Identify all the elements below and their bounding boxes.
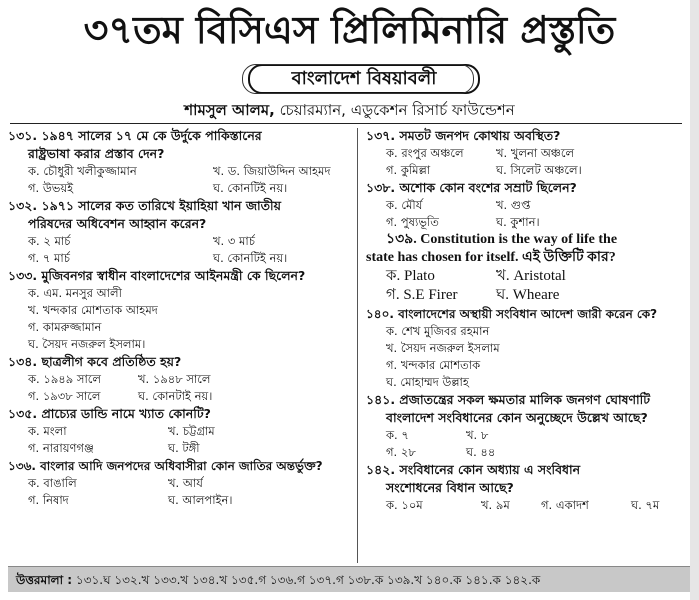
option-a: ক. ৭ [386, 428, 409, 442]
question-141 [366, 391, 688, 461]
option-c: গ. নিষাদ [28, 493, 69, 507]
option-c: গ. কামরুজ্জামান [28, 320, 102, 334]
option-c: গ. একাদশ [541, 498, 589, 512]
answer-key-text: ১৩১.ঘ ১৩২.খ ১৩৩.খ ১৩৪.খ ১৩৫.গ ১৩৬.গ ১৩৭.গ ১৩৮.ক ১৩৯.খ ১৪০.ক ১৪১.ক ১৪২.ক [75, 573, 541, 587]
option-a: ক. বাঙালি [28, 476, 77, 490]
option-a: ক. ১৯৪৯ সালে [28, 372, 101, 386]
option-b: খ. খন্দকার মোশতাক আহমদ [28, 303, 158, 317]
question-text: ১৩৩. মুজিবনগর স্বাধীন বাংলাদেশের আইনমন্ত্রী কে ছিলেন? [8, 268, 306, 283]
option-c: গ. কুমিল্লা [386, 163, 431, 177]
option-d: ঘ. মোহাম্মদ উল্লাহ [386, 375, 469, 389]
option-b: খ. গুপ্ত [496, 198, 531, 212]
question-142 [366, 461, 688, 514]
question-140 [366, 305, 688, 391]
option-c: গ. উভয়ই [28, 181, 74, 195]
option-c: গ. খন্দকার মোশতাক [386, 358, 481, 372]
question-text: ১৩৫. প্রাচ্যের ডান্ডি নামে খ্যাত কোনটি? [8, 406, 211, 421]
option-c: গ. ২৮ [386, 445, 416, 459]
option-a: ক. শেখ মুজিবর রহমান [386, 324, 490, 338]
author-name: শামসুল আলম, [184, 101, 275, 119]
option-a: ক. মৌর্য [386, 198, 423, 212]
option-b: খ. ১৯৪৮ সালে [138, 372, 211, 386]
question-136 [8, 457, 353, 509]
option-d: ঘ. কোনটাই নয়। [138, 389, 213, 403]
question-133 [8, 267, 353, 353]
question-text-cont: সংশোধনের বিধান আছে? [386, 480, 514, 495]
option-b: খ. সৈয়দ নজরুল ইসলাম [386, 341, 500, 355]
right-column [366, 127, 688, 514]
author-line [0, 100, 699, 120]
question-131 [8, 127, 353, 197]
page-edge [690, 0, 699, 600]
option-b: খ. ৯ম [481, 498, 510, 512]
subject-heading [248, 64, 480, 94]
option-a: ক. চৌধুরী খলীকুজ্জামান [28, 164, 137, 178]
option-d: ঘ. ৭ম [631, 498, 660, 512]
question-text: ১৪০. বাংলাদেশের অস্থায়ী সংবিধান আদেশ জারী করেন কে? [366, 307, 658, 321]
option-c: গ. পুষ্যভূতি [386, 215, 439, 229]
option-b: খ. ড. জিয়াউদ্দিন আহমদ [213, 164, 331, 178]
option-b: খ. আর্য [168, 476, 203, 490]
question-text: ১৩৬. বাংলার আদি জনপদের অধিবাসীরা কোন জাতির অন্তর্ভুক্ত? [8, 459, 323, 473]
question-text: ১৩৪. ছাত্রলীগ কবে প্রতিষ্ঠিত হয়? [8, 354, 182, 369]
question-139 [366, 231, 688, 305]
option-a: ক. রংপুর অঞ্চলে [386, 146, 464, 160]
question-text: ১৩৮. অশোক কোন বংশের সম্রাট ছিলেন? [366, 180, 577, 195]
option-b: খ. Aristotal [496, 268, 566, 284]
subject-label: বাংলাদেশ বিষয়াবলী [291, 68, 437, 89]
question-text-cont: state has chosen for itself. এই উক্তিটি কার? [366, 250, 616, 265]
option-a: ক. ২ মার্চ [28, 234, 71, 248]
question-138 [366, 179, 688, 231]
question-132 [8, 197, 353, 267]
option-c: গ. নারায়ণগঞ্জ [28, 441, 94, 455]
option-a: ক. Plato [386, 268, 435, 284]
option-d: ঘ. কোনটিই নয়। [213, 181, 288, 195]
question-text: ১৪১. প্রজাতন্ত্রের সকল ক্ষমতার মালিক জনগণ ঘোষণাটি [366, 392, 651, 407]
question-text: ১৩১. ১৯৪৭ সালের ১৭ মে কে উর্দুকে পাকিস্তানের [8, 128, 262, 143]
author-role: চেয়ারম্যান, এডুকেশন রিসার্চ ফাউন্ডেশন [279, 101, 515, 119]
question-text-cont: পরিষদের অধিবেশন আহ্বান করেন? [28, 216, 207, 231]
question-text-cont: রাষ্ট্রভাষা করার প্রস্তাব দেন? [28, 146, 165, 161]
option-b: খ. চট্টগ্রাম [168, 424, 215, 438]
question-text: ১৩৭. সমতট জনপদ কোথায় অবস্থিত? [366, 128, 561, 143]
option-c: গ. S.E Firer [386, 287, 458, 303]
option-a: ক. এম. মনসুর আলী [28, 286, 122, 300]
question-text: ১৩৯. Constitution is the way of life the [386, 232, 618, 247]
option-d: ঘ. সিলেট অঞ্চলে। [496, 163, 582, 177]
column-divider [357, 128, 358, 563]
header-divider [10, 123, 682, 124]
option-b: খ. খুলনা অঞ্চলে [496, 146, 575, 160]
option-b: খ. ৩ মার্চ [213, 234, 255, 248]
answer-key [8, 566, 691, 592]
question-137 [366, 127, 688, 179]
option-d: ঘ. সৈয়দ নজরুল ইসলাম। [28, 337, 146, 351]
option-c: গ. ৭ মার্চ [28, 251, 70, 265]
option-d: ঘ. আলপাইন। [168, 493, 233, 507]
option-c: গ. ১৯৩৮ সালে [28, 389, 101, 403]
page-title: ৩৭তম বিসিএস প্রিলিমিনারি প্রস্তুতি [83, 7, 616, 52]
option-d: ঘ. টঙ্গী [168, 441, 200, 455]
option-a: ক. ১০ম [386, 498, 423, 512]
left-column [8, 127, 353, 509]
option-d: ঘ. কোনটিই নয়। [213, 251, 288, 265]
option-d: ঘ. ৪৪ [466, 445, 496, 459]
option-a: ক. মংলা [28, 424, 67, 438]
question-text-cont: বাংলাদেশ সংবিধানের কোন অনুচ্ছেদে উল্লেখ আছে? [386, 410, 648, 425]
option-d: ঘ. Wheare [496, 287, 560, 303]
question-135 [8, 405, 353, 457]
answer-key-label: উত্তরমালা : [16, 573, 73, 587]
question-134 [8, 353, 353, 405]
option-d: ঘ. কুশান। [496, 215, 540, 229]
option-b: খ. ৮ [466, 428, 489, 442]
question-text: ১৩২. ১৯৭১ সালের কত তারিখে ইয়াহিয়া খান জাতীয় [8, 198, 281, 213]
question-text: ১৪২. সংবিধানের কোন অধ্যায় এ সংবিধান [366, 462, 581, 477]
